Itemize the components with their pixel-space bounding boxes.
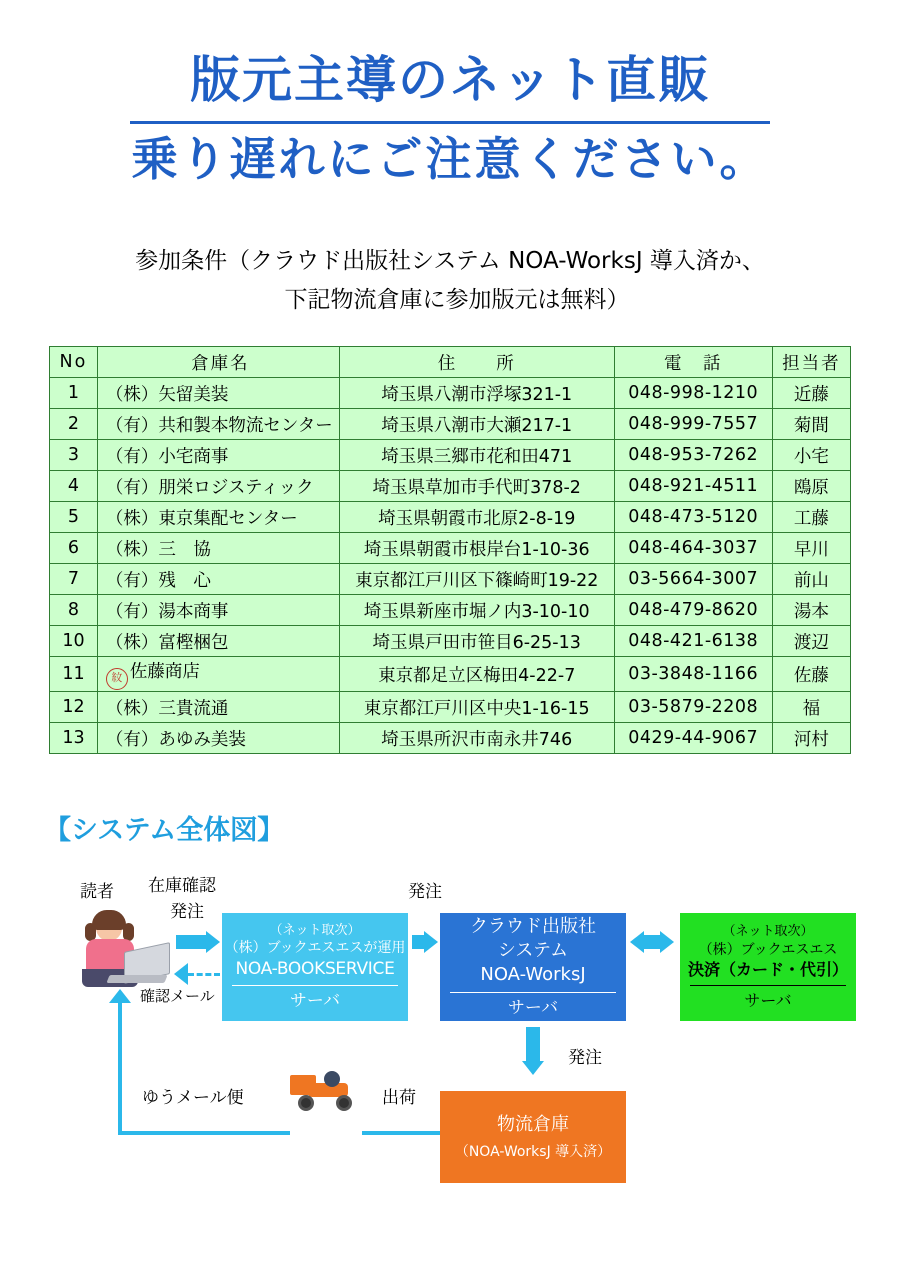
label-confirm-mail: 確認メール [140, 987, 215, 1006]
cell-address: 埼玉県戸田市笹目6-25-13 [339, 626, 614, 657]
cell-person: 小宅 [772, 440, 850, 471]
cell-telephone: 03-5879-2208 [614, 692, 772, 723]
label-stock-check: 在庫確認 [148, 876, 216, 897]
cell-warehouse-name: （株）三貴流通 [97, 692, 339, 723]
condition-line-2: 下記物流倉庫に参加版元は無料） [284, 287, 630, 314]
arrow-cloud-to-warehouse [526, 1027, 540, 1063]
cell-person: 早川 [772, 533, 850, 564]
cell-telephone: 048-998-1210 [614, 378, 772, 409]
cell-warehouse-name: （有）あゆみ美装 [97, 723, 339, 754]
node-bookservice-server: サーバ [289, 991, 341, 1011]
node-logistics-warehouse[interactable] [440, 1091, 626, 1183]
arrow-head-reader-to-bookservice [206, 931, 220, 953]
column-header-no: No [50, 347, 98, 378]
node-warehouse-line2: （NOA-WorksJ 導入済） [454, 1143, 612, 1160]
table-row [50, 471, 851, 502]
arrow-reader-to-bookservice [176, 935, 208, 949]
table-row [50, 533, 851, 564]
warehouse-table-wrap [49, 346, 851, 754]
node-bookservice-line3: NOA-BOOKSERVICE [235, 959, 395, 980]
headline-block [0, 0, 900, 184]
cell-address: 埼玉県草加市手代町378-2 [339, 471, 614, 502]
node-cloud-line3: NOA-WorksJ [480, 964, 586, 986]
cell-address: 埼玉県八潮市大瀬217-1 [339, 409, 614, 440]
table-row [50, 723, 851, 754]
node-cloud-server: サーバ [507, 997, 559, 1018]
node-settlement-line1: （ネット取次） [722, 923, 814, 939]
cell-person: 前山 [772, 564, 850, 595]
cell-address: 埼玉県八潮市浮塚321-1 [339, 378, 614, 409]
cell-warehouse-name: （株）富樫梱包 [97, 626, 339, 657]
column-header-address: 住 所 [339, 347, 614, 378]
label-yu-mail: ゆうメール便 [142, 1088, 244, 1109]
participation-conditions [0, 242, 900, 320]
cell-person: 佐藤 [772, 657, 850, 692]
node-cloud-system[interactable] [440, 913, 626, 1021]
column-header-name: 倉庫名 [97, 347, 339, 378]
table-row [50, 502, 851, 533]
cell-no: 1 [50, 378, 98, 409]
node-settlement-line2: （株）ブックエスエス [698, 941, 838, 958]
condition-line-1: 参加条件（クラウド出版社システム NOA-WorksJ 導入済か、 [135, 248, 765, 275]
cell-telephone: 048-999-7557 [614, 409, 772, 440]
node-bookservice-line1: （ネット取次） [269, 922, 361, 938]
seal-stamp-icon: 紋 [106, 668, 128, 690]
cell-no: 6 [50, 533, 98, 564]
cell-warehouse-name: （株）東京集配センター [97, 502, 339, 533]
arrow-head-shipping-to-reader [109, 989, 131, 1003]
delivery-scooter-icon [290, 1073, 362, 1113]
cell-telephone: 048-464-3037 [614, 533, 772, 564]
headline-line-2: 乗り遅れにご注意ください。 [131, 131, 769, 186]
arrow-confirm-mail-line [188, 973, 220, 976]
cell-telephone: 03-3848-1166 [614, 657, 772, 692]
cell-person: 河村 [772, 723, 850, 754]
cell-no: 4 [50, 471, 98, 502]
node-settlement-divider [690, 985, 846, 986]
cell-telephone: 048-473-5120 [614, 502, 772, 533]
node-settlement[interactable] [680, 913, 856, 1021]
label-shipping: 出荷 [382, 1088, 416, 1109]
table-row [50, 626, 851, 657]
cell-no: 5 [50, 502, 98, 533]
arrow-shipping-horizontal [118, 1131, 290, 1135]
cell-person: 福 [772, 692, 850, 723]
cell-telephone: 048-921-4511 [614, 471, 772, 502]
system-diagram-title: 【システム全体図】 [44, 815, 285, 847]
table-row [50, 378, 851, 409]
headline-divider [130, 121, 770, 124]
cell-no: 11 [50, 657, 98, 692]
cell-person: 湯本 [772, 595, 850, 626]
cell-address: 埼玉県朝霞市根岸台1-10-36 [339, 533, 614, 564]
cell-warehouse-name: （株）三 協 [97, 533, 339, 564]
table-row [50, 657, 851, 692]
table-row [50, 595, 851, 626]
arrow-warehouse-to-scooter [362, 1131, 442, 1135]
cell-warehouse-name-text: 佐藤商店 [129, 662, 200, 683]
cell-telephone: 03-5664-3007 [614, 564, 772, 595]
cell-telephone: 048-421-6138 [614, 626, 772, 657]
scooter-wheel-rear [336, 1095, 352, 1111]
cell-telephone: 0429-44-9067 [614, 723, 772, 754]
reader-hair [92, 910, 126, 930]
arrow-head-cloud-to-warehouse [522, 1061, 544, 1075]
arrow-head-bookservice-to-cloud [424, 931, 438, 953]
cell-person: 菊間 [772, 409, 850, 440]
node-noa-bookservice[interactable] [222, 913, 408, 1021]
table-row [50, 692, 851, 723]
cell-no: 13 [50, 723, 98, 754]
node-cloud-line1: クラウド出版社 [470, 915, 596, 937]
node-settlement-line3: 決済（カード・代引） [687, 960, 848, 980]
cell-no: 8 [50, 595, 98, 626]
cell-address: 埼玉県朝霞市北原2-8-19 [339, 502, 614, 533]
cell-no: 10 [50, 626, 98, 657]
table-row [50, 440, 851, 471]
cell-telephone: 048-479-8620 [614, 595, 772, 626]
scooter-wheel-front [298, 1095, 314, 1111]
warehouse-table [49, 346, 851, 754]
cell-person: 渡辺 [772, 626, 850, 657]
table-header-row [50, 347, 851, 378]
headline-line-1: 版元主導のネット直販 [190, 51, 710, 109]
node-settlement-server: サーバ [744, 991, 792, 1010]
cell-address: 東京都足立区梅田4-22-7 [339, 657, 614, 692]
label-reader: 読者 [80, 882, 114, 903]
cell-no: 7 [50, 564, 98, 595]
label-order-left: 発注 [170, 902, 204, 923]
cell-address: 埼玉県所沢市南永井746 [339, 723, 614, 754]
cell-no: 3 [50, 440, 98, 471]
cell-address: 東京都江戸川区下篠崎町19-22 [339, 564, 614, 595]
node-bookservice-line2: （株）ブックエスエスが運用 [224, 940, 406, 957]
table-row [50, 409, 851, 440]
cell-warehouse-name: （有）朋栄ロジスティック [97, 471, 339, 502]
cell-no: 2 [50, 409, 98, 440]
column-header-tel: 電 話 [614, 347, 772, 378]
table-row [50, 564, 851, 595]
cell-warehouse-name: （有）湯本商事 [97, 595, 339, 626]
laptop-base-icon [106, 975, 167, 983]
node-warehouse-line1: 物流倉庫 [497, 1113, 569, 1135]
arrow-head-to-settlement [660, 931, 674, 953]
cell-telephone: 048-953-7262 [614, 440, 772, 471]
node-cloud-line2: システム [497, 940, 569, 962]
cell-warehouse-name: （株）矢留美装 [97, 378, 339, 409]
cell-warehouse-name: （有）残 心 [97, 564, 339, 595]
node-bookservice-divider [232, 985, 398, 986]
cell-warehouse-name: （有）小宅商事 [97, 440, 339, 471]
label-order-down: 発注 [568, 1048, 602, 1069]
system-diagram [0, 861, 900, 1201]
column-header-person: 担当者 [772, 347, 850, 378]
cell-address: 埼玉県新座市堀ノ内3-10-10 [339, 595, 614, 626]
label-order-top: 発注 [408, 882, 442, 903]
node-cloud-divider [450, 992, 616, 993]
arrow-shipping-vertical [118, 1001, 122, 1133]
cell-no: 12 [50, 692, 98, 723]
cell-warehouse-name: （有）共和製本物流センター [97, 409, 339, 440]
cell-person: 近藤 [772, 378, 850, 409]
cell-address: 埼玉県三郷市花和田471 [339, 440, 614, 471]
cell-warehouse-name [97, 657, 339, 692]
arrow-head-to-cloud [630, 931, 644, 953]
cell-person: 鴎原 [772, 471, 850, 502]
cell-address: 東京都江戸川区中央1-16-15 [339, 692, 614, 723]
cell-person: 工藤 [772, 502, 850, 533]
arrow-head-confirm-mail [174, 963, 188, 985]
